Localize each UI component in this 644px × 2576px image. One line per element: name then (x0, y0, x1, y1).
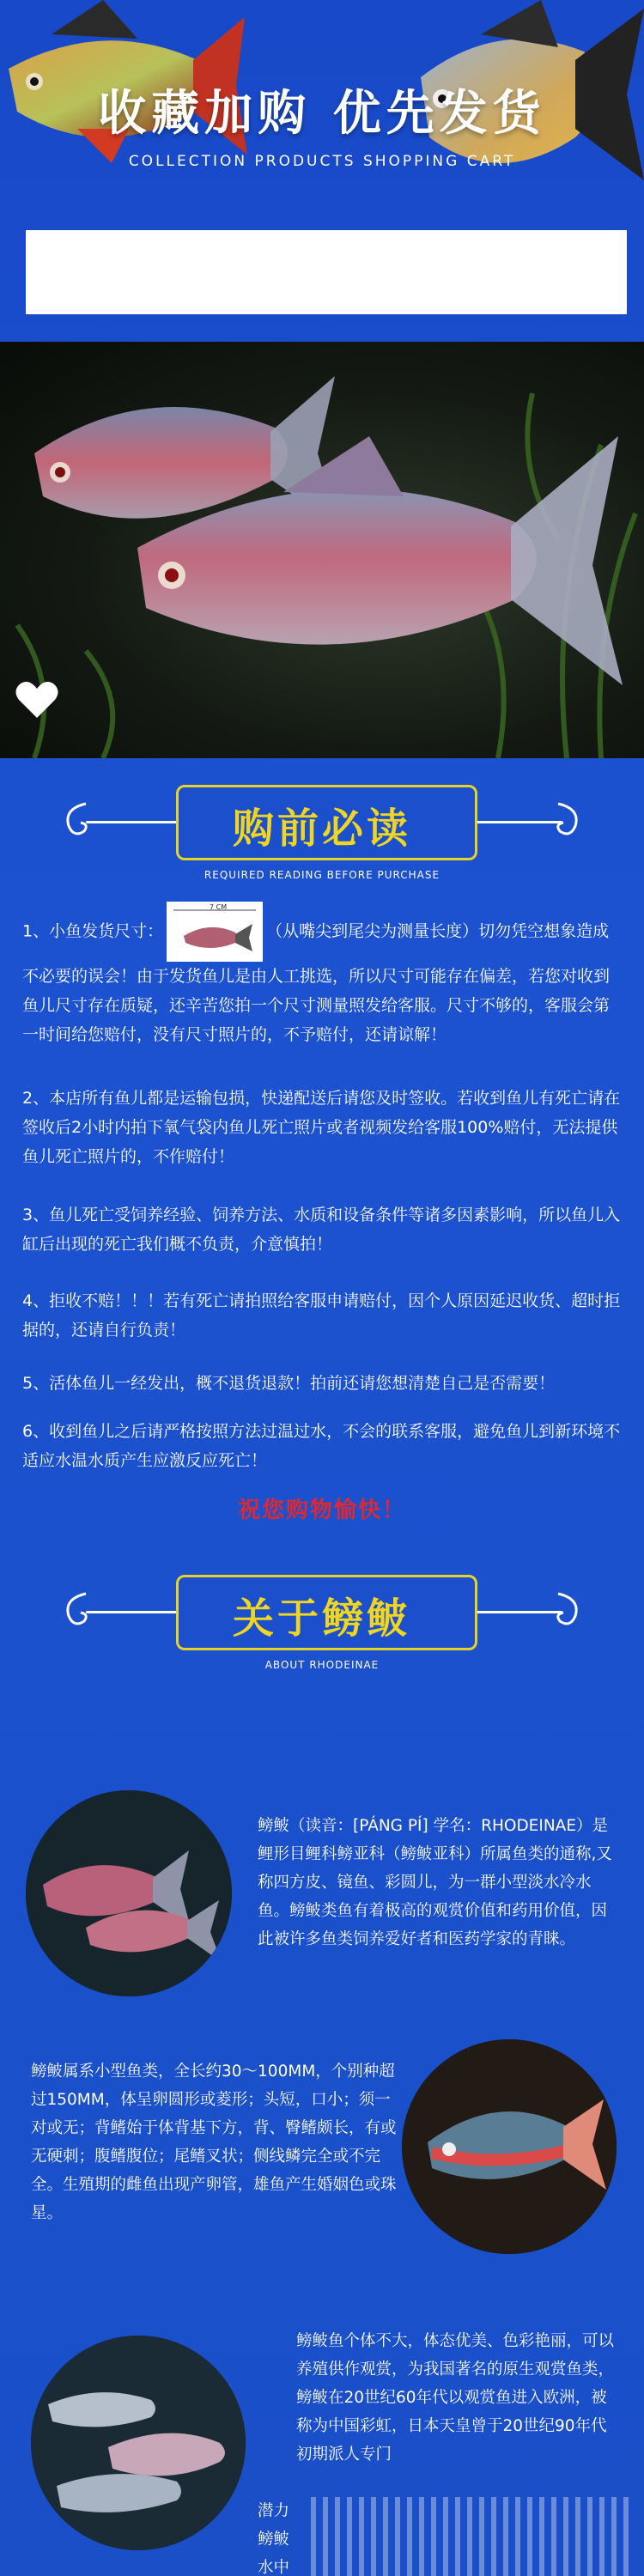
notice-title: 购前必读 (232, 805, 411, 853)
hero-subtitle: COLLECTION PRODUCTS SHOPPING CART (128, 153, 516, 170)
fish-circle-photo-3 (31, 2336, 246, 2550)
about-paragraph-3-cut-2: 鳑鲏 (258, 2530, 290, 2549)
notice-item-4: 4、拒收不赔！！！若有死亡请拍照给客服申请赔付，因个人原因延迟收货、超时拒据的，还请自行负责！ (22, 1291, 621, 1340)
notice-subtitle: REQUIRED READING BEFORE PURCHASE (204, 869, 440, 881)
notice-item-5: 5、活体鱼儿一经发出，概不退货退款！拍前还请您想清楚自己是否需要！ (22, 1374, 556, 1393)
about-subtitle: ABOUT RHODEINAE (264, 1659, 380, 1671)
blank-banner-box (26, 230, 627, 314)
hero-banner (0, 0, 644, 343)
about-paragraph-3-cut-3: 水中 (258, 2559, 290, 2576)
blurred-text-region (311, 2497, 629, 2576)
about-section-header (0, 1563, 644, 1671)
about-title: 关于鳑鲏 (232, 1595, 411, 1643)
about-paragraph-1: 鳑鲏（读音：[PÁNG PÍ] 学名：RHODEINAE）是鲤形目鲤科鳑亚科（鳑鲏亚科）所属鱼类的通称,又称四方皮、镜鱼、彩圆儿，为一群小型淡水冷水鱼。鳑鲏类鱼有着极高的观赏价值和药用价值，因此被许多鱼类饲养爱好者和医药学家的青睐。 (258, 1817, 612, 1948)
notice-item-1 (22, 902, 623, 1049)
fish-circle-photo-2 (402, 2039, 617, 2254)
size-reference-image (167, 902, 263, 962)
product-photo (0, 342, 644, 758)
notice-item-1-text: （从嘴尖到尾尖为测量长度）切勿凭空想象造成不必要的误会！由于发货鱼儿是由人工挑选，所以尺寸可能存在偏差，若您对收到鱼儿尺寸存在质疑，还辛苦您拍一个尺寸测量照发给客服。尺寸不够的，客服会第一时间给您赔付，没有尺寸照片的，不予赔付，还请谅解！ (22, 921, 611, 1044)
wish-text: 祝您购物愉快！ (237, 1498, 406, 1523)
notice-item-3: 3、鱼儿死亡受饲养经验、饲养方法、水质和设备条件等诸多因素影响，所以鱼儿入缸后出现的死亡我们概不负责，介意慎拍！ (22, 1206, 621, 1254)
fish-circle-photo-1 (26, 1790, 232, 1996)
notice-item-6: 6、收到鱼儿之后请严格按照方法过温过水，不会的联系客服，避免鱼儿到新环境不适应水温水质产生应激反应死亡！ (22, 1422, 621, 1470)
hero-title: 收藏加购 优先发货 (98, 86, 546, 142)
notice-item-1-prefix: 1、小鱼发货尺寸： (22, 921, 164, 941)
about-paragraph-2: 鳑鲏属系小型鱼类，全长约30～100MM，个别种超过150MM，体呈卵圆形或菱形；头短，口小；须一对或无；背鳍始于体背基下方，背、臀鳍颇长，有或无硬刺；腹鳍腹位；尾鳍叉状；侧线鳞完全或不完全。生殖期的雌鱼出现产卵管，雄鱼产生婚姻色或珠星。 (31, 2063, 397, 2222)
heart-icon[interactable] (15, 680, 58, 720)
fish-photo-illustration (0, 342, 644, 758)
notice-item-2: 2、本店所有鱼儿都是运输包损，快递配送后请您及时签收。若收到鱼儿有死亡请在签收后2小时内拍下氧气袋内鱼儿死亡照片或者视频发给客服100%赔付，无法提供鱼儿死亡照片的，不作赔付！ (22, 1089, 621, 1166)
about-paragraph-3-cut-1: 潜力 (258, 2502, 290, 2520)
size-label: 7 CM (210, 903, 228, 911)
notice-section-header (0, 773, 644, 881)
about-paragraph-3: 鳑鲏鱼个体不大，体态优美、色彩艳丽，可以养殖供作观赏，为我国著名的原生观赏鱼类，鳑鲏在20世纪60年代以观赏鱼进入欧洲，被称为中国彩虹，日本天皇曾于20世纪90年代初期派人专门 (296, 2332, 615, 2464)
